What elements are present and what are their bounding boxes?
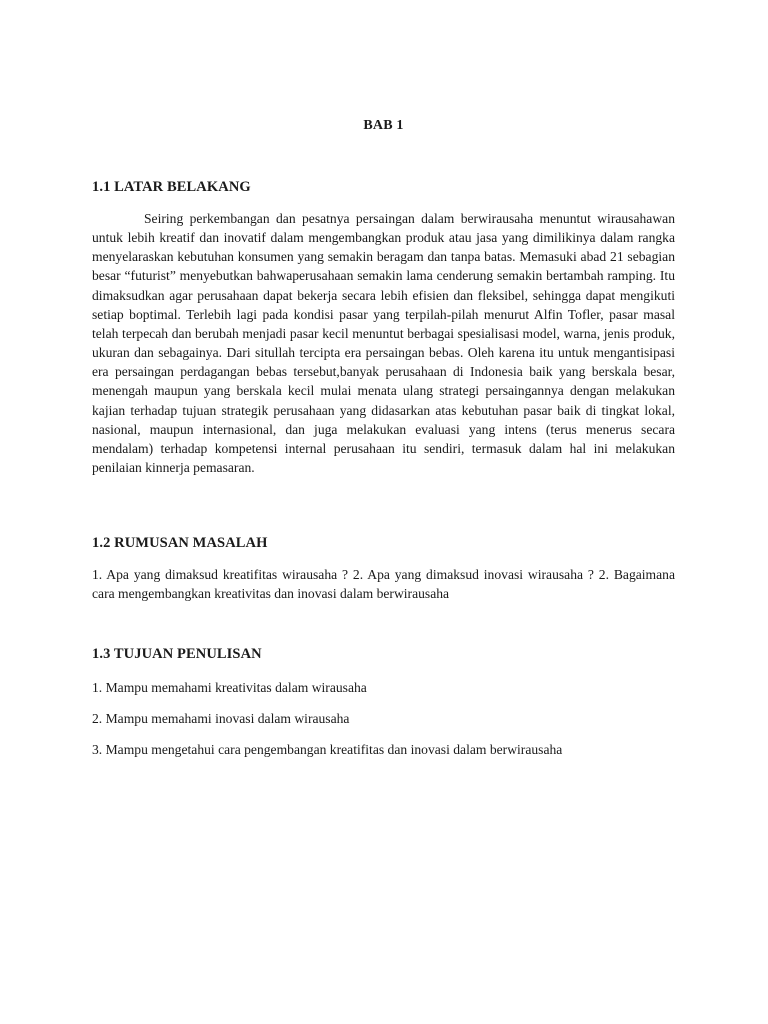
chapter-title: BAB 1 (363, 118, 404, 133)
section-heading-latar-belakang: 1.1 LATAR BELAKANG (92, 179, 251, 195)
list-item: 1. Mampu memahami kreativitas dalam wirausaha (92, 680, 367, 695)
section-heading-tujuan-penulisan: 1.3 TUJUAN PENULISAN (92, 646, 262, 662)
paragraph-rumusan-masalah: 1. Apa yang dimaksud kreatifitas wirausaha ? 2. Apa yang dimaksud inovasi wirausaha ? 2. Bagaimana cara mengembangkan kreativitas dan inovasi dalam berwirausaha (92, 567, 675, 601)
list-item: 3. Mampu mengetahui cara pengembangan kreatifitas dan inovasi dalam berwirausaha (92, 742, 563, 757)
list-item: 2. Mampu memahami inovasi dalam wirausaha (92, 711, 350, 726)
section-heading-rumusan-masalah: 1.2 RUMUSAN MASALAH (92, 535, 268, 551)
paragraph-latar-belakang: Seiring perkembangan dan pesatnya persaingan dalam berwirausaha menuntut wirausahawan untuk lebih kreatif dan inovatif dalam mengembangkan produk atau jasa yang dimilikinya dalam rangka menyelaraskan kebutuhan konsumen yang semakin beragam dan tanpa batas. Memasuki abad 21 sebagian besar “futurist” menyebutkan bahwaperusahaan semakin lama cenderung semakin bertambah ramping. Itu dimaksudkan agar perusahaan dapat bekerja secara lebih efisien dan fleksibel, sehingga dapat mengikuti setiap boptimal. Terlebih lagi pada kondisi pasar yang terpilah-pilah menurut Alfin Tofler, pasar masal telah terpecah dan berubah menjadi pasar kecil menuntut berbagai spesialisasi model, warna, jenis produk, ukuran dan sebagainya. Dari situllah tercipta era persaingan bebas. Oleh karena itu untuk mengantisipasi era persaingan perdagangan bebas tersebut,banyak perusahaan di Indonesia baik yang berskala besar, menengah maupun yang berskala kecil mulai menata ulang strategi persaingannya dengan melakukan kajian terhadap tujuan strategik perusahaan yang didasarkan atas kebutuhan pasar baik di tingkat lokal, nasional, maupun internasional, dan juga melakukan evaluasi yang intens (terus menerus secara mendalam) terhadap kompetensi internal perusahaan itu sendiri, termasuk dalam hal ini melakukan penilaian kinnerja pemasaran. (92, 211, 675, 476)
